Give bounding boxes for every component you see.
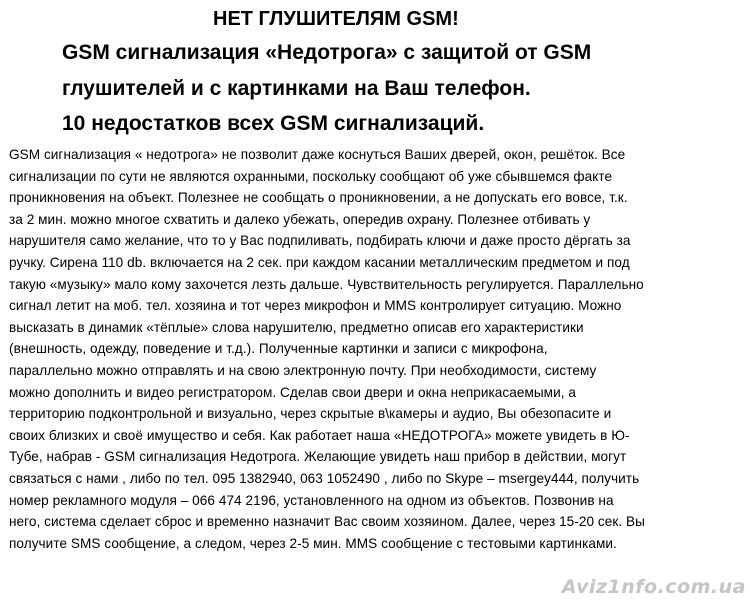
body-line: проникновения на объект. Полезнее не сообщать о проникновении, а не допускать его вовсе, т.к. [9,190,628,206]
body-line: (внешность, одежду, поведение и т.д.). Полученные картинки и записи с микрофона, [9,341,548,357]
body-line: него, система сделает сброс и временно назначит Вас своим хозяином. Далее, через 15-20 сек. Вы [9,514,645,530]
body-line: получите SMS сообщение, а следом, через 2-5 мин. MMS сообщение с тестовыми картинками. [9,535,617,551]
body-line: за 2 мин. можно многое схватить и далеко убежать, опередив охрану. Полезнее отбивать у [9,211,591,227]
body-line: такую «музыку» мало кому захочется лезть дальше. Чувствительность регулируется. Параллельно [9,276,644,292]
body-line: сигнал летит на моб. тел. хозяина и тот через микрофон и MMS контролирует ситуацию. Можно [9,298,622,314]
body-line: параллельно можно отправлять и на свою электронную почту. При необходимости, систему [9,362,597,378]
body-line: ручку. Сирена 110 db. включается на 2 сек. при каждом касании металлическим предметом и под [9,254,630,270]
document-title: НЕТ ГЛУШИТЕЛЯМ GSM! [213,8,459,30]
body-line: связаться с нами , либо по тел. 095 1382940, 063 1052490 , либо по Skype – msergey444, получить [9,470,640,486]
body-line: Тубе, набрав - GSM сигнализация Недотрога. Желающие увидеть наш прибор в действии, могут [9,449,627,465]
body-line: можно дополнить и видео регистратором. Сделав свои двери и окна неприкасаемыми, а [9,384,576,400]
body-paragraph [9,144,747,554]
site-watermark: Aviz1nfo.com.ua [561,576,746,598]
body-line: GSM сигнализация « недотрога» не позволит даже коснуться Ваших дверей, окон, решёток. Все [9,147,626,162]
subtitle-line-2: глушителей и с картинками на Ваш телефон. [62,77,531,100]
body-line: нарушителя само желание, что то у Вас подпиливать, подбирать ключи и даже просто дёргать за [9,233,631,249]
subtitle-line-3: 10 недостатков всех GSM сигнализаций. [62,112,485,135]
body-line: номер рекламного модуля – 066 474 2196, установленного на одном из объектов. Позвонив на [9,492,614,508]
body-line: сигнализации по сути не являются охранными, поскольку сообщают об уже сбывшемся факте [9,168,613,184]
subtitle-line-1: GSM сигнализация «Недотрога» с защитой от GSM [62,41,592,64]
body-line: своих близких и своё имущество и себя. Как работает наша «НЕДОТРОГА» можете увидеть в Ю- [9,427,630,443]
body-line: высказать в динамик «тёплые» слова нарушителю, предметно описав его характеристики [9,319,584,335]
body-line: территорию подконтрольной и визуально, через скрытые в\камеры и аудио, Вы обезопасите и [9,406,612,422]
